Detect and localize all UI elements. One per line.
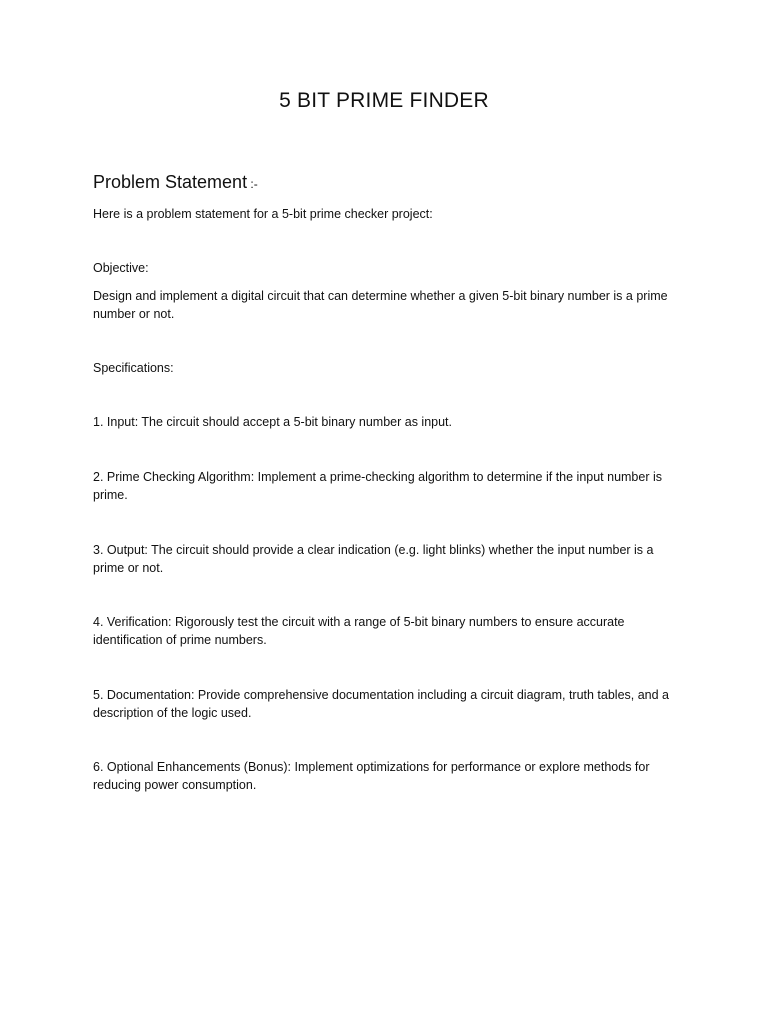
spec-item-documentation: 5. Documentation: Provide comprehensive documentation including a circuit diagram, truth tables, and a description of the logic used.	[93, 688, 670, 720]
objective-paragraph: Design and implement a digital circuit that can determine whether a given 5-bit binary number is a prime number or not.	[93, 289, 668, 321]
spec-item-input: 1. Input: The circuit should accept a 5-bit binary number as input.	[93, 415, 452, 429]
spec-item-algorithm: 2. Prime Checking Algorithm: Implement a prime-checking algorithm to determine if the input number is prime.	[93, 470, 663, 502]
intro-paragraph: Here is a problem statement for a 5-bit prime checker project:	[93, 207, 433, 221]
section-heading-text: Problem Statement	[93, 172, 248, 192]
spec-item-verification: 4. Verification: Rigorously test the circuit with a range of 5-bit binary numbers to ensure accurate identification of prime numbers.	[93, 615, 625, 647]
spec-item-enhancements: 6. Optional Enhancements (Bonus): Implement optimizations for performance or explore methods for reducing power consumption.	[93, 760, 650, 792]
section-heading-suffix: :-	[247, 177, 258, 191]
spec-item-output: 3. Output: The circuit should provide a clear indication (e.g. light blinks) whether the input number is a prime or not.	[93, 543, 654, 575]
objective-label: Objective:	[93, 261, 149, 275]
specifications-label: Specifications:	[93, 361, 174, 375]
section-heading	[93, 172, 258, 193]
document-title: 5 BIT PRIME FINDER	[279, 89, 489, 112]
